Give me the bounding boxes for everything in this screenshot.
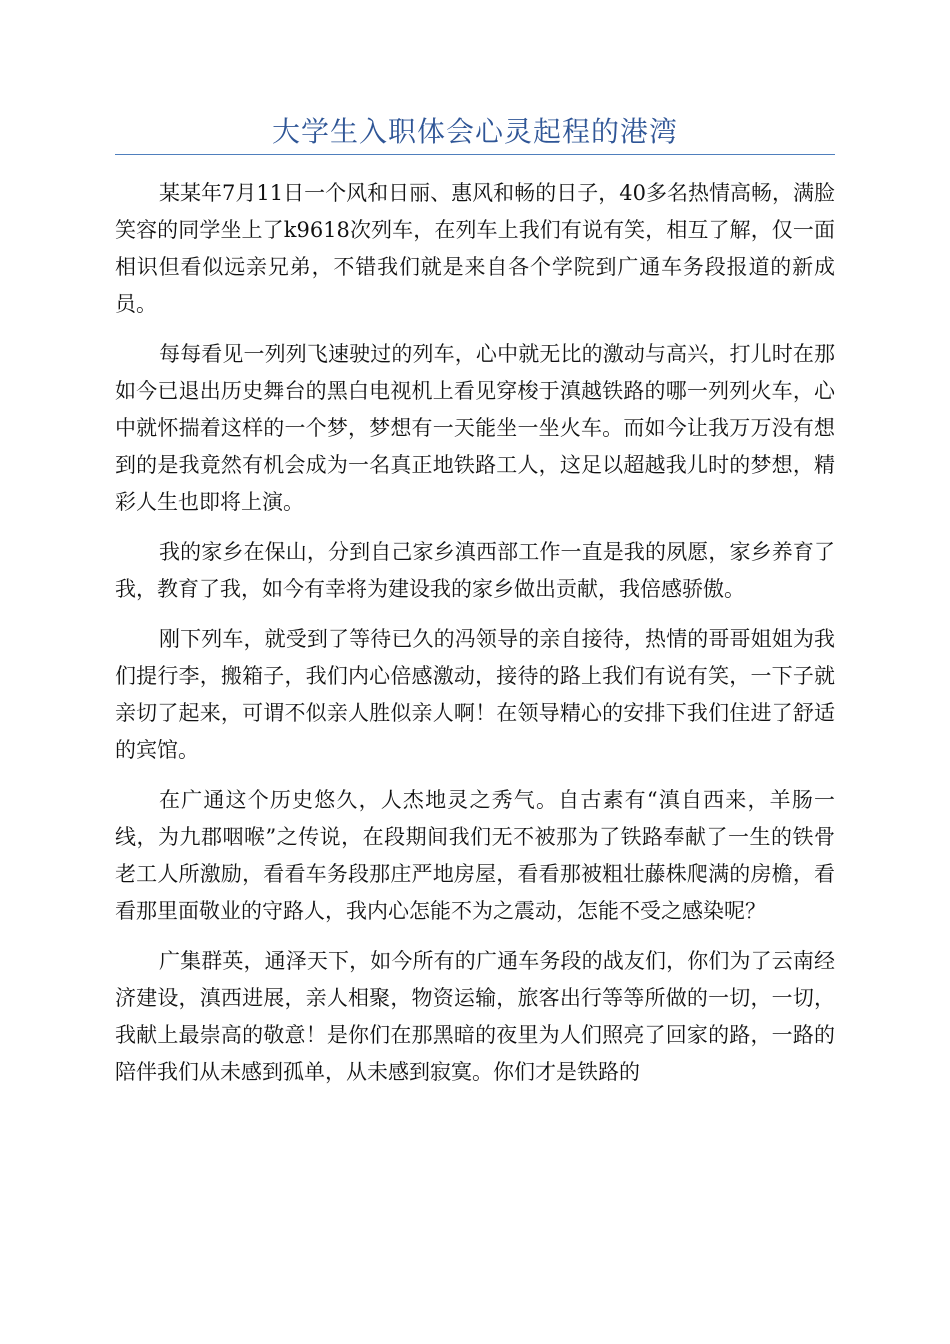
paragraph: 每每看见一列列飞速驶过的列车，心中就无比的激动与高兴，打儿时在那如今已退出历史舞台的黑白电视机上看见穿梭于滇越铁路的哪一列列火车，心中就怀揣着这样的一个梦，梦想有一天能坐一坐火车。而如今让我万万没有想到的是我竟然有机会成为一名真正地铁路工人，这足以超越我儿时的梦想，精彩人生也即将上演。 — [115, 342, 835, 514]
title-underline — [115, 154, 835, 155]
paragraph: 某某年7月11日一个风和日丽、惠风和畅的日子，40多名热情高畅，满脸笑容的同学坐上了k9618次列车，在列车上我们有说有笑，相互了解，仅一面相识但看似远亲兄弟，不错我们就是来自各个学院到广通车务段报道的新成员。 — [115, 181, 835, 316]
paragraph: 广集群英，通泽天下，如今所有的广通车务段的战友们，你们为了云南经济建设，滇西进展，亲人相聚，物资运输，旅客出行等等所做的一切，一切，我献上最崇高的敬意！是你们在那黑暗的夜里为人们照亮了回家的路，一路的陪伴我们从未感到孤单，从未感到寂寞。你们才是铁路的 — [115, 949, 835, 1084]
paragraph: 刚下列车，就受到了等待已久的冯领导的亲自接待，热情的哥哥姐姐为我们提行李，搬箱子，我们内心倍感激动，接待的路上我们有说有笑，一下子就亲切了起来，可谓不似亲人胜似亲人啊！在领导精心的安排下我们住进了舒适的宾馆。 — [115, 627, 835, 762]
document-body — [115, 175, 835, 1104]
document-title: 大学生入职体会心灵起程的港湾 — [271, 115, 678, 148]
paragraph: 我的家乡在保山，分到自己家乡滇西部工作一直是我的夙愿，家乡养育了我，教育了我，如今有幸将为建设我的家乡做出贡献，我倍感骄傲。 — [115, 540, 835, 601]
paragraph: 在广通这个历史悠久，人杰地灵之秀气。自古素有“滇自西来，羊肠一线，为九郡咽喉”之传说，在段期间我们无不被那为了铁路奉献了一生的铁骨老工人所激励，看看车务段那庄严地房屋，看看那被粗壮藤株爬满的房檐，看看那里面敬业的守路人，我内心怎能不为之震动，怎能不受之感染呢？ — [115, 788, 835, 923]
